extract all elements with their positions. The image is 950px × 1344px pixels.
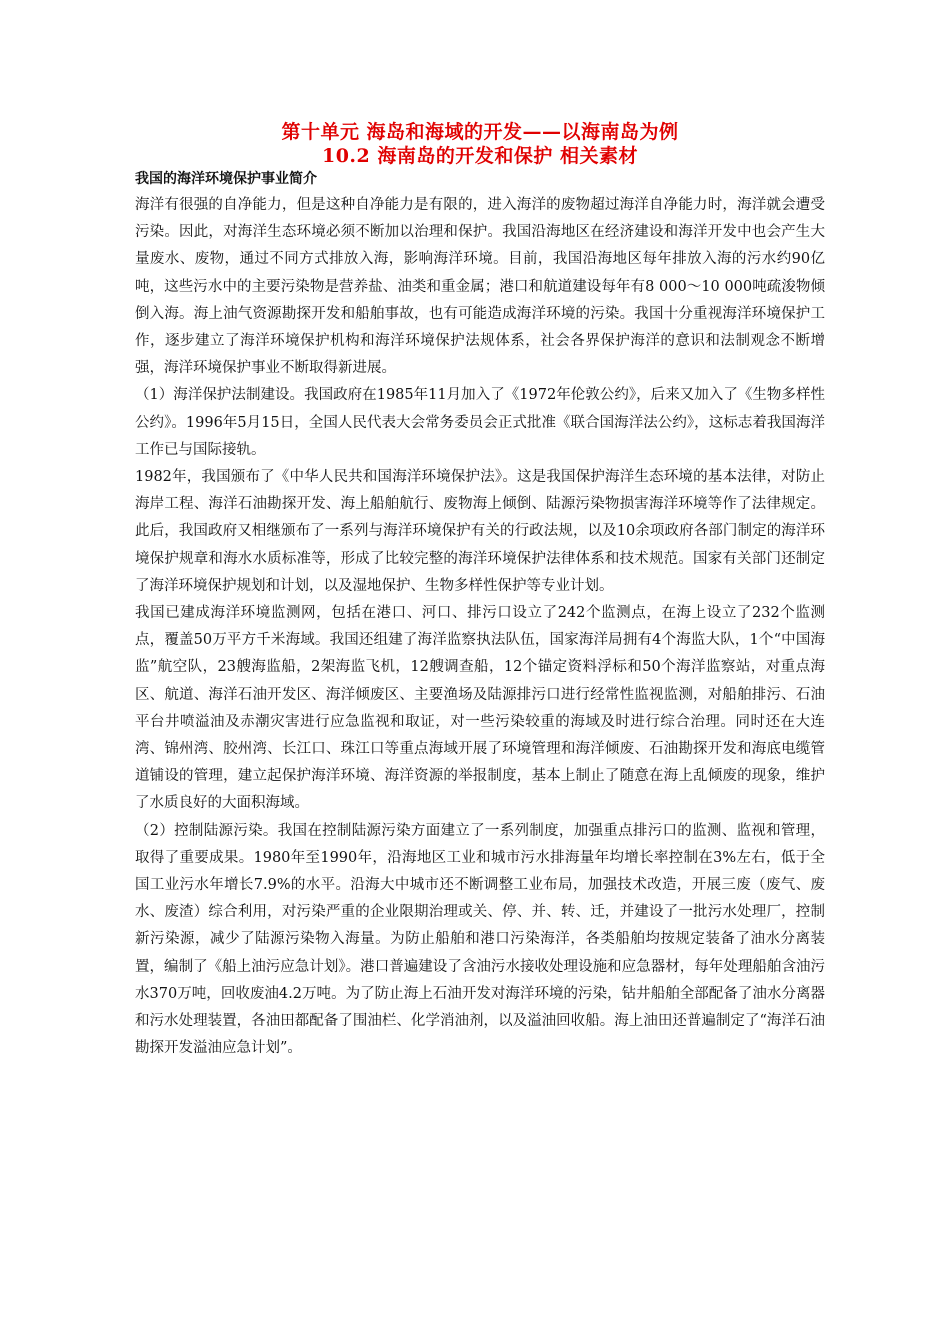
document-page: [135, 120, 825, 1063]
body-paragraph-intro: 海洋有很强的自净能力，但是这种自净能力是有限的，进入海洋的废物超过海洋自净能力时，海洋就会遭受污染。因此，对海洋生态环境必须不断加以治理和保护。我国沿海地区在经济建设和海洋开发中也会产生大量废水、废物，通过不同方式排放入海，影响海洋环境。目前，我国沿海地区每年排放入海的污水约90亿吨，这些污水中的主要污染物是营养盐、油类和重金属；港口和航道建设每年有8 000～10 000吨疏浚物倾倒入海。海上油气资源勘探开发和船舶事故，也有可能造成海洋环境的污染。我国十分重视海洋环境保护工作，逐步建立了海洋环境保护机构和海洋环境保护法规体系，社会各界保护海洋的意识和法制观念不断增强，海洋环境保护事业不断取得新进展。: [135, 197, 825, 377]
section-heading: 我国的海洋环境保护事业简介: [135, 171, 317, 187]
body-paragraph-1982-law: 1982年，我国颁布了《中华人民共和国海洋环境保护法》。这是我国保护海洋生态环境的基本法律，对防止海岸工程、海洋石油勘探开发、海上船舶航行、废物海上倾倒、陆源污染物损害海洋环境等作了法律规定。此后，我国政府又相继颁布了一系列与海洋环境保护有关的行政法规，以及10余项政府各部门制定的海洋环境保护规章和海水水质标准等，形成了比较完整的海洋环境保护法律体系和技术规范。国家有关部门还制定了海洋环境保护规划和计划，以及湿地保护、生物多样性保护等专业计划。: [135, 469, 825, 594]
body-paragraph-land-pollution: （2）控制陆源污染。我国在控制陆源污染方面建立了一系列制度，加强重点排污口的监测、监视和管理，取得了重要成果。1980年至1990年，沿海地区工业和城市污水排海量年均增长率控制在3%左右，低于全国工业污水年增长7.9%的水平。沿海大中城市还不断调整工业布局，加强技术改造，开展三废（废气、废水、废渣）综合利用，对污染严重的企业限期治理或关、停、并、转、迁，并建设了一批污水处理厂，控制新污染源，减少了陆源污染物入海量。为防止船舶和港口污染海洋，各类船舶均按规定装备了油水分离装置，编制了《船上油污应急计划》。港口普遍建设了含油污水接收处理设施和应急器材，每年处理船舶含油污水370万吨，回收废油4.2万吨。为了防止海上石油开发对海洋环境的污染，钻井船舶全部配备了油水分离器和污水处理装置，各油田都配备了围油栏、化学消油剂，以及溢油回收船。海上油田还普遍制定了“海洋石油勘探开发溢油应急计划”。: [135, 822, 825, 1057]
body-paragraph-monitoring: 我国已建成海洋环境监测网，包括在港口、河口、排污口设立了242个监测点，在海上设立了232个监测点，覆盖50万平方千米海域。我国还组建了海洋监察执法队伍，国家海洋局拥有4个海监大队，1个“中国海监”航空队，23艘海监船，2架海监飞机，12艘调查船，12个锚定资料浮标和50个海洋监察站，对重点海区、航道、海洋石油开发区、海洋倾废区、主要渔场及陆源排污口进行经常性监视监测，对船舶排污、石油平台井喷溢油及赤潮灾害进行应急监视和取证，对一些污染较重的海域及时进行综合治理。同时还在大连湾、锦州湾、胶州湾、长江口、珠江口等重点海域开展了环境管理和海洋倾废、石油勘探开发和海底电缆管道铺设的管理，建立起保护海洋环境、海洋资源的举报制度，基本上制止了随意在海上乱倾废的现象，维护了水质良好的大面积海域。: [135, 605, 825, 812]
document-title-line2: 10.2 海南岛的开发和保护 相关素材: [321, 145, 638, 167]
document-title-line1: 第十单元 海岛和海域的开发——以海南岛为例: [281, 121, 679, 143]
body-paragraph-legal: （1）海洋保护法制建设。我国政府在1985年11月加入了《1972年伦敦公约》，后来又加入了《生物多样性公约》。1996年5月15日，全国人民代表大会常务委员会正式批准《联合国海洋法公约》，这标志着我国海洋工作已与国际接轨。: [135, 387, 825, 458]
